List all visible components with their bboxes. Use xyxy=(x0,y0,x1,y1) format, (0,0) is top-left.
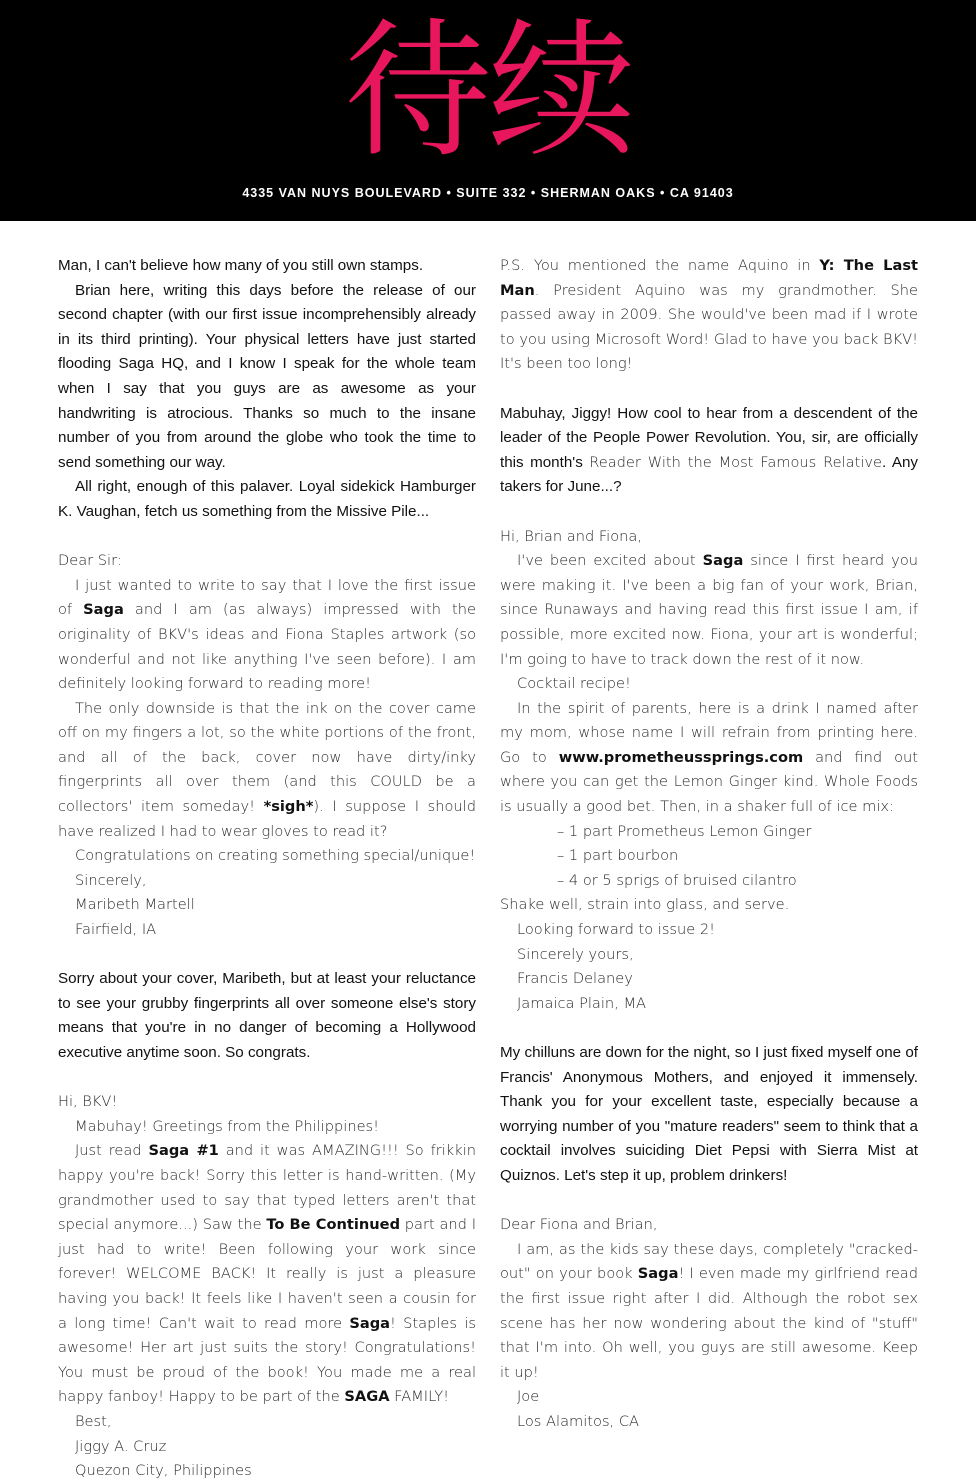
letter-closing: Best, xyxy=(75,1412,112,1430)
editor-reply: Mabuhay, Jiggy! How cool to hear from a descendent of the leader of the People Power Revolution. You, sir, are officially this month's Reader With the Most Famous Relative. Any takers for June...? xyxy=(500,404,918,496)
letter-greeting: Dear Sir: xyxy=(58,552,122,570)
intro-paragraph: Brian here, writing this days before the release of our second chapter (with our first issue incomprehensibly already in its third printing). Your physical letters have just started flooding Saga HQ, and I know I speak for the whole team when I say that you guys are as awesome as your handwriting is atrocious. Thanks so much to the insane number of you from around the globe who took the time to send something our way. xyxy=(58,281,476,471)
recipe-item: – 1 part bourbon xyxy=(557,847,679,865)
letter-maribeth xyxy=(58,549,476,943)
letter-paragraph: I just wanted to write to say that I love the first issue of Saga and I am (as always) impressed with the originality of BKV's ideas and Fiona Staples artwork (so wonderful and not like anything I've seen before). I am definitely looking forward to reading more! xyxy=(58,576,476,693)
letter-location: Los Alamitos, CA xyxy=(517,1412,640,1430)
letter-paragraph: I am, as the kids say these days, completely "cracked-out" on your book Saga! I even made my girlfriend read the first issue right after I did. Although the robot sex scene has her now wondering about the kind of "stuff" that I'm into. Oh well, you guys are still awesome. Keep it up! xyxy=(500,1240,919,1381)
letter-greeting: Dear Fiona and Brian, xyxy=(500,1216,658,1234)
letter-paragraph: Just read Saga #1 and it was AMAZING!!! So frikkin happy you're back! Sorry this letter is hand-written. (My grandmother used to say that typed letters aren't that special anymore...) Saw the To Be Continued part and I just had to write! Been following your work since forever! WELCOME BACK! It really is just a pleasure having you back! It feels like I haven't seen a cousin for a long time! Can't wait to read more Saga! Staples is awesome! Her art just suits the story! Congratulations! You must be proud of the book! You made me a real happy fanboy! Happy to be part of the SAGA FAMILY! xyxy=(58,1142,476,1406)
letter-postscript: P.S. You mentioned the name Aquino in Y: The Last Man. President Aquino was my grandmother. She passed away in 2009. She would've been mad if I wrote to you using Microsoft Word! Glad to have you back BKV! It's been too long! xyxy=(500,257,918,373)
letter-jiggy xyxy=(58,1090,476,1484)
letter-greeting: Hi, BKV! xyxy=(58,1093,118,1111)
letter-signature: Francis Delaney xyxy=(517,970,633,988)
intro-line: Man, I can't believe how many of you still own stamps. xyxy=(58,257,424,274)
letter-joe xyxy=(500,1213,918,1434)
letter-paragraph: Mabuhay! Greetings from the Philippines! xyxy=(75,1117,380,1135)
letter-jiggy-ps xyxy=(500,254,918,377)
letter-francis xyxy=(500,525,918,1017)
letter-paragraph: I've been excited about Saga since I first heard you were making it. I've been a big fan of your work, Brian, since Runaways and having read this first issue I am, if possible, more excited now. Fiona, your art is wonderful; I'm going to have to track down the rest of it now. xyxy=(500,552,918,668)
letter-closing: Sincerely, xyxy=(75,871,147,889)
letter-signature: Jiggy A. Cruz xyxy=(75,1437,167,1455)
letter-paragraph: Shake well, strain into glass, and serve. xyxy=(500,896,790,914)
right-column xyxy=(500,254,918,1435)
intro-paragraph-2: All right, enough of this palaver. Loyal sidekick Hamburger K. Vaughan, fetch us something from the Missive Pile... xyxy=(58,478,476,520)
letter-location: Quezon City, Philippines xyxy=(75,1462,252,1480)
mailing-address: 4335 VAN NUYS BOULEVARD • SUITE 332 • SHERMAN OAKS • CA 91403 xyxy=(242,186,734,200)
editor-reply: Sorry about your cover, Maribeth, but at least your reluctance to see your grubby fingerprints all over someone else's story means that you're in no danger of becoming a Hollywood executive anytime soon. So congrats. xyxy=(58,970,476,1061)
recipe-item: – 4 or 5 sprigs of bruised cilantro xyxy=(557,871,797,889)
letter-paragraph: Cocktail recipe! xyxy=(517,675,631,693)
letter-paragraph: Congratulations on creating something special/unique! xyxy=(75,847,476,865)
letter-signature: Joe xyxy=(517,1388,540,1406)
letter-signature: Maribeth Martell xyxy=(75,896,195,914)
page-title: 待续 xyxy=(344,5,632,177)
left-column xyxy=(58,254,476,1484)
letter-location: Fairfield, IA xyxy=(75,921,157,939)
recipe-item: – 1 part Prometheus Lemon Ginger xyxy=(557,822,812,840)
letter-closing: Sincerely yours, xyxy=(517,945,634,963)
header-banner xyxy=(0,0,976,221)
letter-location: Jamaica Plain, MA xyxy=(517,994,647,1012)
editor-reply: My chilluns are down for the night, so I just fixed myself one of Francis' Anonymous Mothers, and enjoyed it immensely. Thank you for your excellent taste, especially because a worrying number of you "mature readers" seem to think that a cocktail involves suiciding Diet Pepsi with Sierra Mist at Quiznos. Let's step it up, problem drinkers! xyxy=(500,1044,918,1184)
letter-paragraph: In the spirit of parents, here is a drink I named after my mom, whose name I will refrain from printing here. Go to www.prometheussprings.com and find out where you can get the Lemon Ginger kind. Whole Foods is usually a good bet. Then, in a shaker full of ice mix: xyxy=(500,699,919,816)
letter-paragraph: The only downside is that the ink on the cover came off on my fingers a lot, so the white portions of the front, and all of the back, cover now have dirty/inky fingerprints all over them (and this COULD be a collectors' item someday! *sigh*). I suppose I should have realized I had to wear gloves to read it? xyxy=(58,699,476,840)
letter-greeting: Hi, Brian and Fiona, xyxy=(500,527,642,545)
letter-paragraph: Looking forward to issue 2! xyxy=(517,921,716,939)
